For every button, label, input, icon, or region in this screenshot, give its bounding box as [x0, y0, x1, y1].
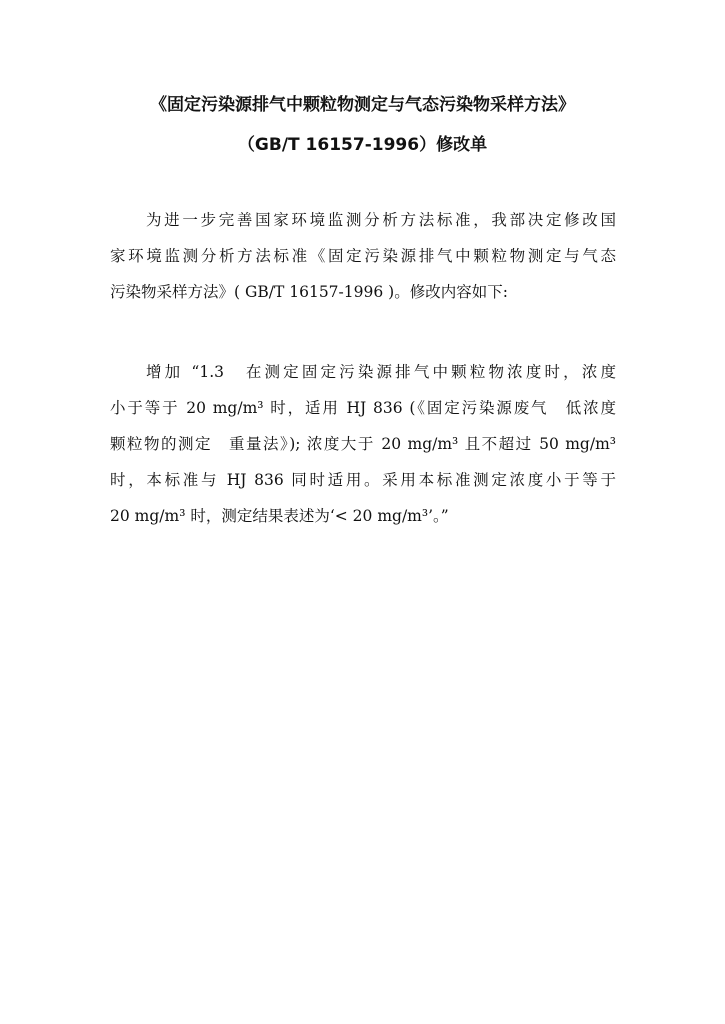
amendment-line: 20 mg/m³ 时，测定结果表述为‘< 20 mg/m³’。”: [110, 507, 449, 525]
intro-line: 污染物采样方法》( GB/T 16157-1996 )。修改内容如下:: [110, 283, 508, 301]
amendment-line: 颗粒物的测定 重量法》); 浓度大于 20 mg/m³ 且不超过 50 mg/m³: [110, 435, 616, 453]
amendment-line: 小于等于 20 mg/m³ 时，适用 HJ 836 (《固定污染源废气 低浓度: [110, 399, 616, 417]
amendment-line: 增加 “1.3 在测定固定污染源排气中颗粒物浓度时，浓度: [146, 363, 616, 381]
intro-line: 家环境监测分析方法标准《固定污染源排气中颗粒物测定与气态: [110, 247, 616, 265]
amendment-line: 时，本标准与 HJ 836 同时适用。采用本标准测定浓度小于等于: [110, 471, 616, 489]
document-subtitle: （GB/T 16157-1996）修改单: [237, 135, 488, 155]
intro-paragraph: [110, 202, 616, 310]
amendment-paragraph: [110, 354, 616, 534]
intro-line: 为进一步完善国家环境监测分析方法标准，我部决定修改国: [146, 211, 616, 229]
document-title: 《固定污染源排气中颗粒物测定与气态污染物采样方法》: [150, 95, 575, 115]
